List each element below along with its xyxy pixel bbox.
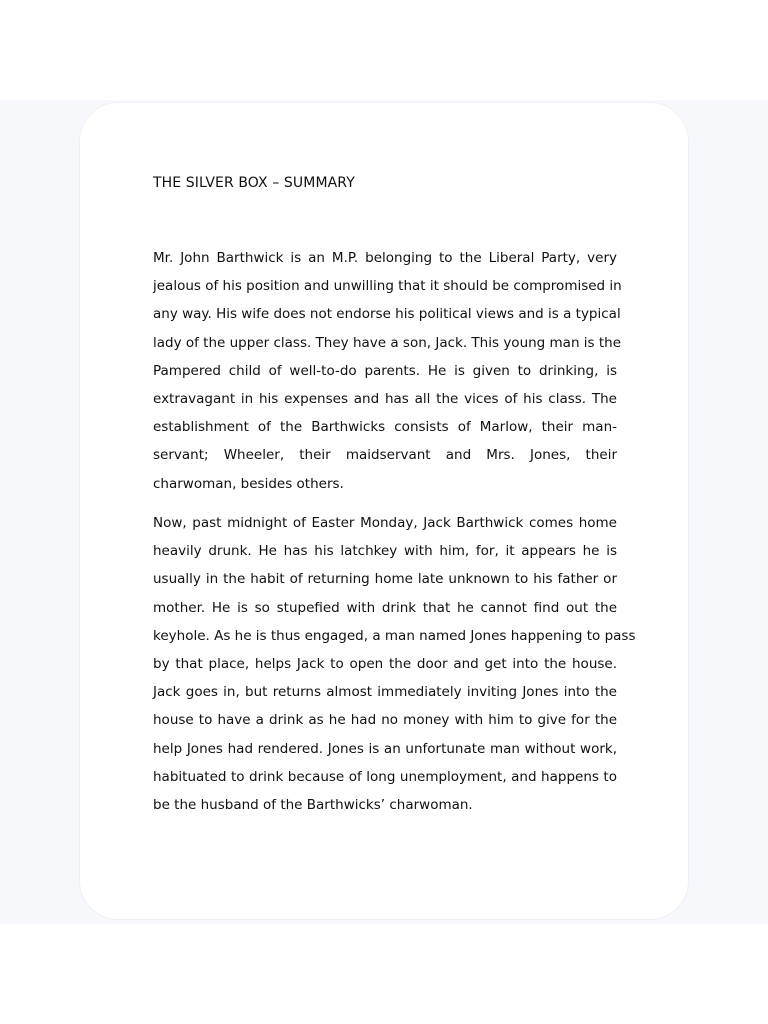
text-line: Jack goes in, but returns almost immediately inviting Jones into the — [153, 684, 617, 701]
text-line: any way. His wife does not endorse his political views and is a typical — [153, 306, 621, 323]
text-line: by that place, helps Jack to open the door and get into the house. — [153, 655, 617, 672]
text-line: habituated to drink because of long unemployment, and happens to — [153, 768, 617, 785]
text-line: jealous of his position and unwilling that it should be compromised in — [153, 278, 622, 295]
text-line: establishment of the Barthwicks consists of Marlow, their man- — [153, 419, 617, 436]
paragraph-1 — [153, 244, 622, 498]
text-line: Now, past midnight of Easter Monday, Jack Barthwick comes home — [153, 515, 617, 531]
text-line: extravagant in his expenses and has all the vices of his class. The — [153, 390, 617, 407]
text-line: charwoman, besides others. — [153, 475, 344, 492]
text-line: be the husband of the Barthwicks’ charwoman. — [153, 796, 473, 813]
text-line: house to have a drink as he had no money with him to give for the — [153, 712, 617, 729]
text-line: help Jones had rendered. Jones is an unfortunate man without work, — [153, 740, 617, 757]
text-line: usually in the habit of returning home late unknown to his father or — [153, 571, 617, 588]
text-line: keyhole. As he is thus engaged, a man named Jones happening to pass — [153, 627, 636, 644]
text-line: Pampered child of well-to-do parents. He is given to drinking, is — [153, 362, 617, 379]
text-line: heavily drunk. He has his latchkey with him, for, it appears he is — [153, 543, 617, 560]
paragraph-2 — [153, 509, 636, 819]
text-line: Mr. John Barthwick is an M.P. belonging to the Liberal Party, very — [153, 250, 617, 266]
text-line: mother. He is so stupefied with drink that he cannot find out the — [153, 599, 617, 616]
text-line: lady of the upper class. They have a son, Jack. This young man is the — [153, 334, 622, 351]
document-title: THE SILVER BOX – SUMMARY — [153, 175, 355, 191]
text-line: servant; Wheeler, their maidservant and Mrs. Jones, their — [153, 447, 617, 464]
